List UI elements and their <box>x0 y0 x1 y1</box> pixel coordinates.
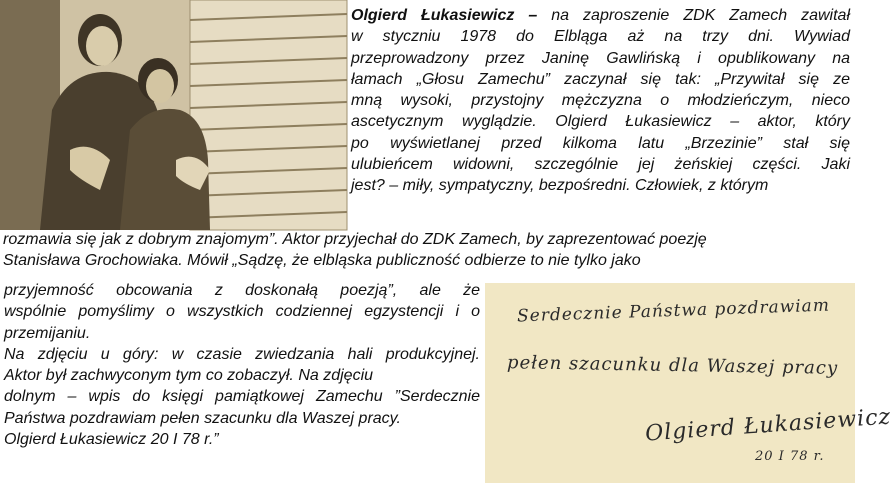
handwriting-line: Serdecznie Państwa pozdrawiam <box>516 295 831 327</box>
handwriting-line: pełen szacunku dla Waszej pracy <box>506 352 839 379</box>
article-line: przyjemność obcowania z doskonałą poezją”, ale że <box>4 282 480 299</box>
article-line: Stanisława Grochowiaka. Mówił „Sądzę, że elbląska publiczność odbierze to nie tylko jako <box>3 252 641 270</box>
article-intro <box>351 5 850 197</box>
photo-illustration <box>0 0 347 230</box>
article-line: ascetycznym wyglądzie. Olgierd Łukasiewicz – aktor, który <box>351 113 850 131</box>
article-line: Aktor był zachwyconym tym co zobaczył. Na zdjęciu <box>4 367 374 385</box>
article-line: po wyświetlanej przed kilkoma latu „Brzezinie” stał się <box>351 134 850 152</box>
guestbook-entry-scan <box>485 283 892 483</box>
article-text: na zaproszenie ZDK Zamech zawitał <box>537 7 850 24</box>
article-line: jest? – miły, sympatyczny, bezpośredni. Człowiek, z którym <box>351 177 769 195</box>
article-line: Na zdjęciu u góry: w czasie zwiedzania hali produkcyjnej. <box>4 345 480 363</box>
photo-factory-visit <box>0 0 347 230</box>
article-line: mną wysoki, przystojny mężczyzna o młodzieńczym, nieco <box>351 92 850 110</box>
article-captions <box>4 280 480 450</box>
article-continuation <box>3 229 853 272</box>
article-line: rozmawia się jak z dobrym znajomym”. Aktor przyjechał do ZDK Zamech, by zaprezentować poezję <box>3 231 707 248</box>
signature: Olgierd Łukasiewicz <box>644 404 892 447</box>
article-line: w styczniu 1978 do Elbląga aż na trzy dni. Wywiad <box>351 28 850 46</box>
article-line: przemijaniu. <box>4 324 91 342</box>
person-name: Olgierd Łukasiewicz – <box>351 7 538 24</box>
article-line: Olgierd Łukasiewicz 20 I 78 r.” <box>4 431 219 449</box>
article-line: Państwa pozdrawiam pełen szacunku dla Waszej pracy. <box>4 409 401 427</box>
article-line <box>351 5 850 26</box>
article-line: dolnym – wpis do księgi pamiątkowej Zamechu ”Serdecznie <box>4 388 480 406</box>
article-line: ulubieńcem widowni, szczególnie jej żeńskiej części. Jaki <box>351 156 850 174</box>
article-line: łamach „Głosu Zamechu” zaczynał się tak: „Przywitał się ze <box>351 70 850 88</box>
handwriting-date: 20 I 78 r. <box>755 449 825 464</box>
article-line: wspólnie pomyślimy o wszystkich codziennej egzystencji i o <box>4 303 480 321</box>
article-line: przeprowadzony przez Janinę Gawlińską i opublikowany na <box>351 49 850 67</box>
